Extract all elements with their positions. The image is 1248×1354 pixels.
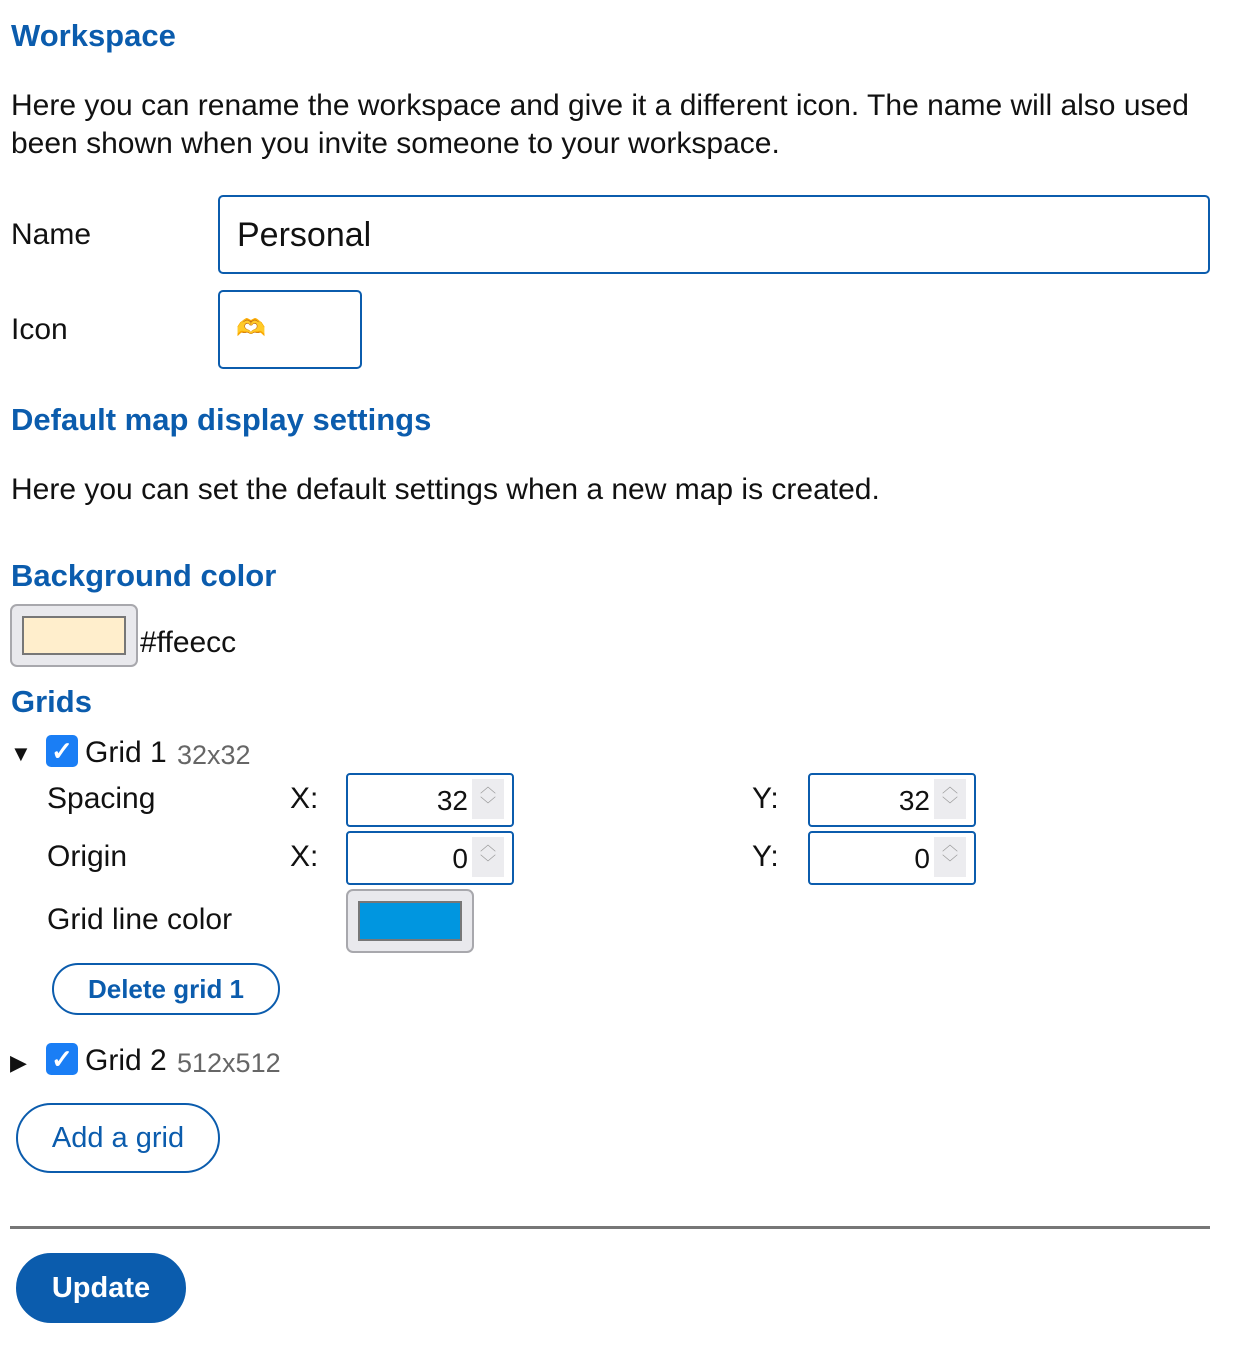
heart-hands-icon: 🫶: [236, 315, 266, 342]
spacing-y-input[interactable]: [808, 773, 976, 827]
update-button[interactable]: Update: [16, 1253, 186, 1323]
divider: [10, 1226, 1210, 1229]
workspace-heading: Workspace: [11, 18, 176, 53]
spacing-y-value: 32: [898, 785, 930, 816]
grid-1-checkbox[interactable]: ✓: [46, 735, 78, 767]
grid-2-name: Grid 2: [85, 1044, 167, 1077]
grid-2-checkbox[interactable]: ✓: [46, 1043, 78, 1075]
spinner-icon[interactable]: ︿ ﹀: [934, 779, 966, 819]
origin-x-label: X:: [290, 840, 319, 873]
spacing-label: Spacing: [47, 782, 156, 815]
origin-y-value: 0: [914, 843, 930, 874]
spinner-icon[interactable]: ︿ ﹀: [472, 837, 504, 877]
origin-x-input[interactable]: [346, 831, 514, 885]
background-color-heading: Background color: [11, 558, 277, 593]
spinner-icon[interactable]: ︿ ﹀: [934, 837, 966, 877]
grid-1-collapse-toggle[interactable]: ▼: [10, 741, 32, 766]
icon-picker[interactable]: [218, 290, 362, 369]
grid-2-size: 512x512: [177, 1048, 281, 1078]
spinner-icon[interactable]: ︿ ﹀: [472, 779, 504, 819]
grid-line-color-picker[interactable]: [346, 889, 474, 953]
workspace-description: Here you can rename the workspace and give it a different icon. The name will also used been shown when you invite someone to your workspace.: [11, 89, 1189, 160]
name-value: Personal: [237, 216, 372, 254]
name-label: Name: [11, 218, 92, 251]
grid-1-size: 32x32: [177, 740, 251, 770]
spacing-x-value: 32: [436, 785, 468, 816]
background-color-picker[interactable]: [10, 604, 138, 667]
name-input[interactable]: [218, 195, 1210, 274]
icon-label: Icon: [11, 313, 68, 346]
grids-heading: Grids: [11, 684, 92, 719]
map-defaults-description: Here you can set the default settings when a new map is created.: [11, 473, 880, 506]
map-defaults-heading: Default map display settings: [11, 402, 432, 437]
grid-line-color-label: Grid line color: [47, 903, 233, 936]
spacing-y-label: Y:: [752, 782, 779, 815]
spacing-x-input[interactable]: [346, 773, 514, 827]
delete-grid-1-button[interactable]: Delete grid 1: [52, 963, 280, 1015]
origin-y-input[interactable]: [808, 831, 976, 885]
add-grid-button[interactable]: Add a grid: [16, 1103, 220, 1173]
origin-label: Origin: [47, 840, 128, 873]
spacing-x-label: X:: [290, 782, 319, 815]
background-color-value: #ffeecc: [140, 626, 237, 659]
grid-2-expand-toggle[interactable]: ▶: [10, 1050, 27, 1075]
origin-y-label: Y:: [752, 840, 779, 873]
grid-1-name: Grid 1: [85, 736, 167, 769]
origin-x-value: 0: [452, 843, 468, 874]
